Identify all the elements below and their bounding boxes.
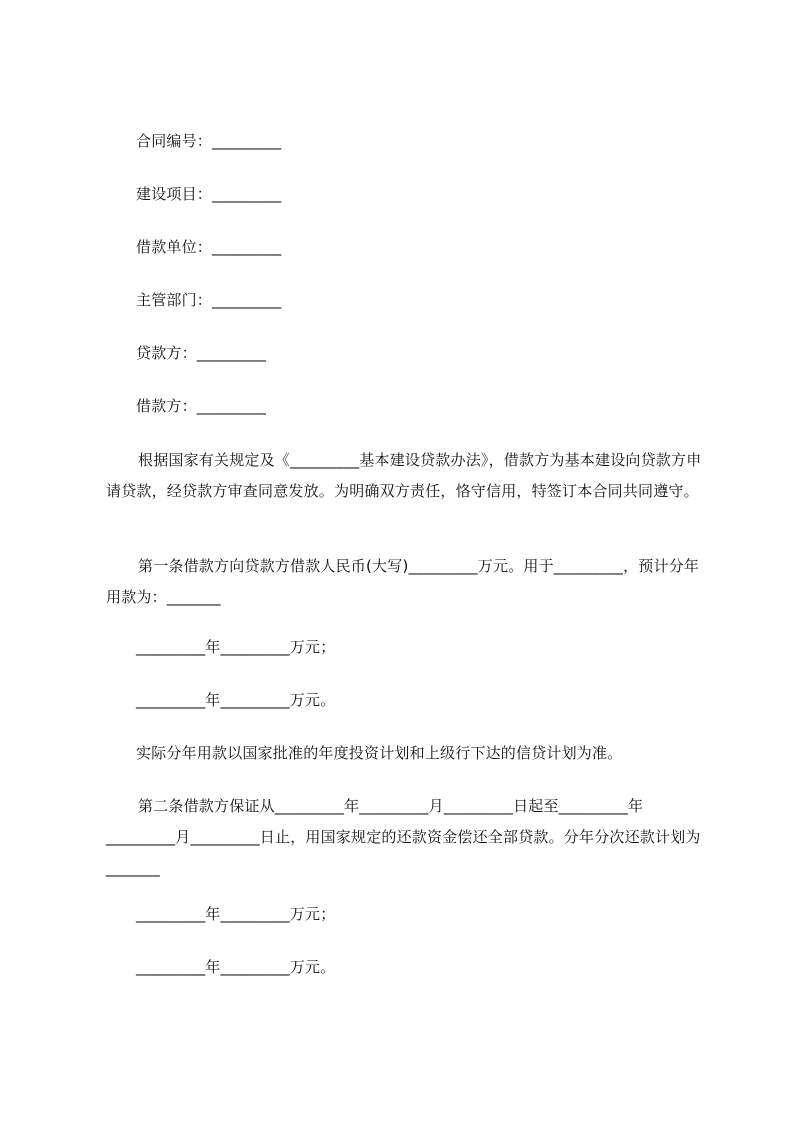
repayment-line-2: _________年_________万元。 xyxy=(136,958,336,976)
construction-project: 建设项目：_________ xyxy=(136,185,282,203)
repayment-line-1: _________年_________万元； xyxy=(136,905,336,923)
borrower: 借款方：_________ xyxy=(136,397,267,415)
preamble-paragraph: 根据国家有关规定及《_________基本建设贷款办法》，借款方为基本建设向贷款方申请贷款，经贷款方审查同意发放。为明确双方责任，恪守信用，特签订本合同共同遵守。 xyxy=(106,451,702,500)
borrower-unit: 借款单位：_________ xyxy=(136,238,282,256)
article-2: 第二条借款方保证从_________年_________月_________日起至_________年_________月_________日止，用国家规定的还款资金偿还全部贷款。分年分次还款计划为_______ xyxy=(106,797,701,877)
supervising-department: 主管部门：_________ xyxy=(136,291,282,309)
article-1: 第一条借款方向贷款方借款人民币(大写)_________万元。用于_________，预计分年用款为：_______ xyxy=(106,557,700,606)
annual-use-line-1: _________年_________万元； xyxy=(136,638,336,656)
lender: 贷款方：_________ xyxy=(136,344,267,362)
contract-number: 合同编号：_________ xyxy=(136,132,282,150)
annual-use-line-2: _________年_________万元。 xyxy=(136,691,336,709)
annual-use-note: 实际分年用款以国家批准的年度投资计划和上级行下达的信贷计划为准。 xyxy=(136,744,623,762)
